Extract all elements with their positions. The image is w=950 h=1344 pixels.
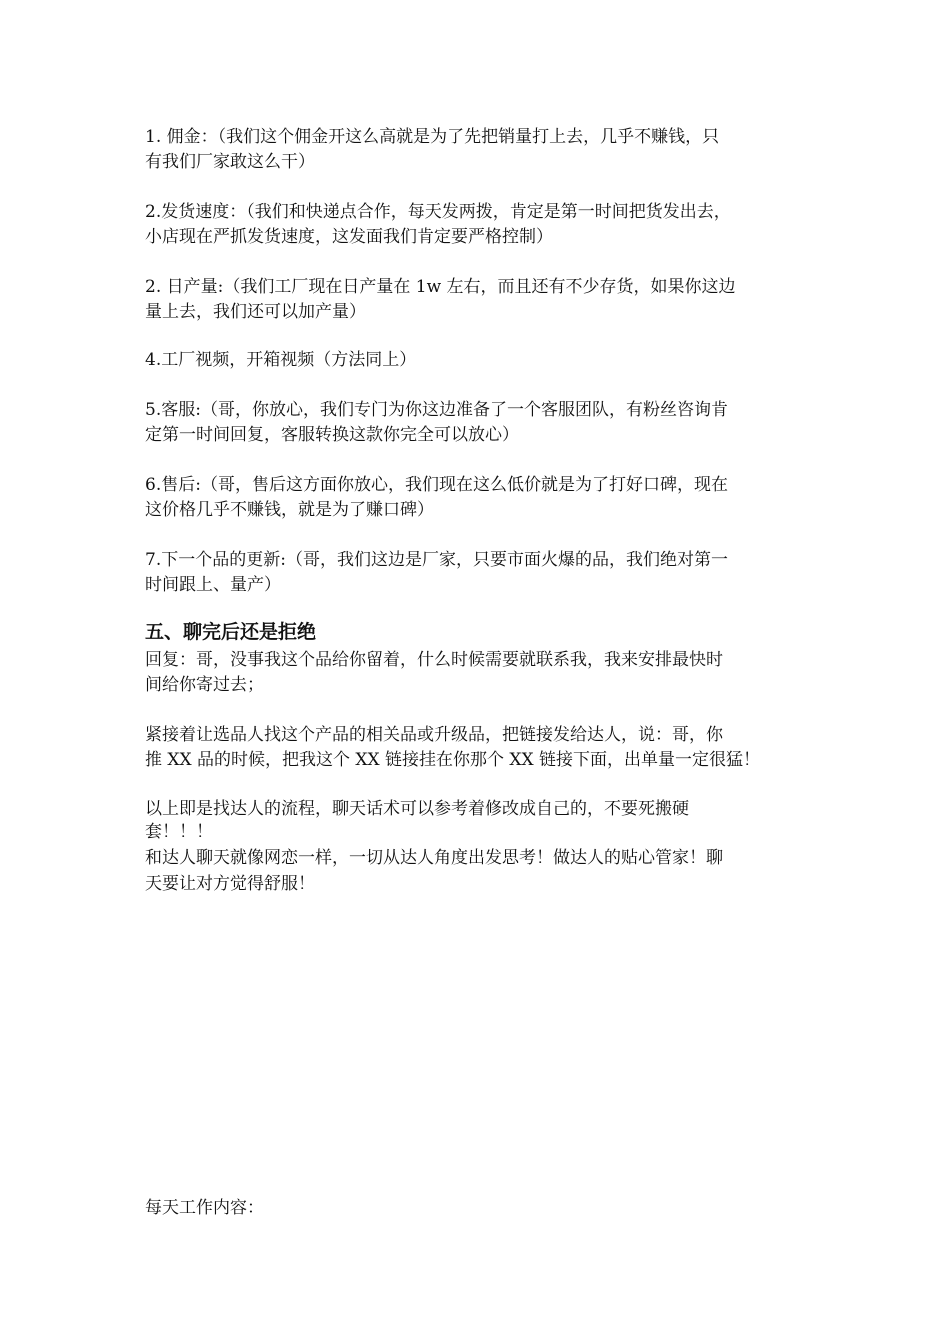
section-heading: 五、聊完后还是拒绝 bbox=[145, 621, 317, 643]
para-commission-line2: 有我们厂家敢这么干） bbox=[145, 152, 315, 172]
para-commission-line1: 1. 佣金：（我们这个佣金开这么高就是为了先把销量打上去，几乎不赚钱，只 bbox=[145, 127, 720, 147]
para-output-line1: 2. 日产量:（我们工厂现在日产量在 1w 左右，而且还有不少存货，如果你这边 bbox=[145, 277, 736, 297]
summary-line2: 套！！！ bbox=[145, 822, 213, 842]
reply-line2: 间给你寄过去； bbox=[145, 675, 264, 695]
para-shipping-line2: 小店现在严抓发货速度，这发面我们肯定要严格控制） bbox=[145, 227, 553, 247]
para-update-line1: 7.下一个品的更新:（哥，我们这边是厂家，只要市面火爆的品，我们绝对第一 bbox=[145, 550, 728, 570]
followup-line1: 紧接着让选品人找这个产品的相关品或升级品，把链接发给达人，说：哥，你 bbox=[145, 725, 723, 745]
summary-line3: 和达人聊天就像网恋一样，一切从达人角度出发思考！做达人的贴心管家！聊 bbox=[145, 848, 723, 868]
reply-line1: 回复：哥，没事我这个品给你留着，什么时候需要就联系我，我来安排最快时 bbox=[145, 650, 723, 670]
para-output-line2: 量上去，我们还可以加产量） bbox=[145, 302, 366, 322]
para-service-line1: 5.客服:（哥，你放心，我们专门为你这边准备了一个客服团队，有粉丝咨询肯 bbox=[145, 400, 728, 420]
para-shipping-line1: 2.发货速度：（我们和快递点合作，每天发两拨，肯定是第一时间把货发出去， bbox=[145, 202, 731, 222]
followup-line2: 推 XX 品的时候，把我这个 XX 链接挂在你那个 XX 链接下面，出单量一定很猛！ bbox=[145, 750, 761, 770]
para-update-line2: 时间跟上、量产） bbox=[145, 575, 281, 595]
summary-line1: 以上即是找达人的流程，聊天话术可以参考着修改成自己的，不要死搬硬 bbox=[145, 799, 689, 819]
para-aftersale-line1: 6.售后:（哥，售后这方面你放心，我们现在这么低价就是为了打好口碑，现在 bbox=[145, 475, 728, 495]
para-aftersale-line2: 这价格几乎不赚钱，就是为了赚口碑） bbox=[145, 500, 434, 520]
para-service-line2: 定第一时间回复，客服转换这款你完全可以放心） bbox=[145, 425, 519, 445]
summary-line4: 天要让对方觉得舒服！ bbox=[145, 874, 315, 894]
daily-work-label: 每天工作内容： bbox=[145, 1198, 264, 1218]
para-video-line1: 4.工厂视频，开箱视频（方法同上） bbox=[145, 350, 417, 370]
